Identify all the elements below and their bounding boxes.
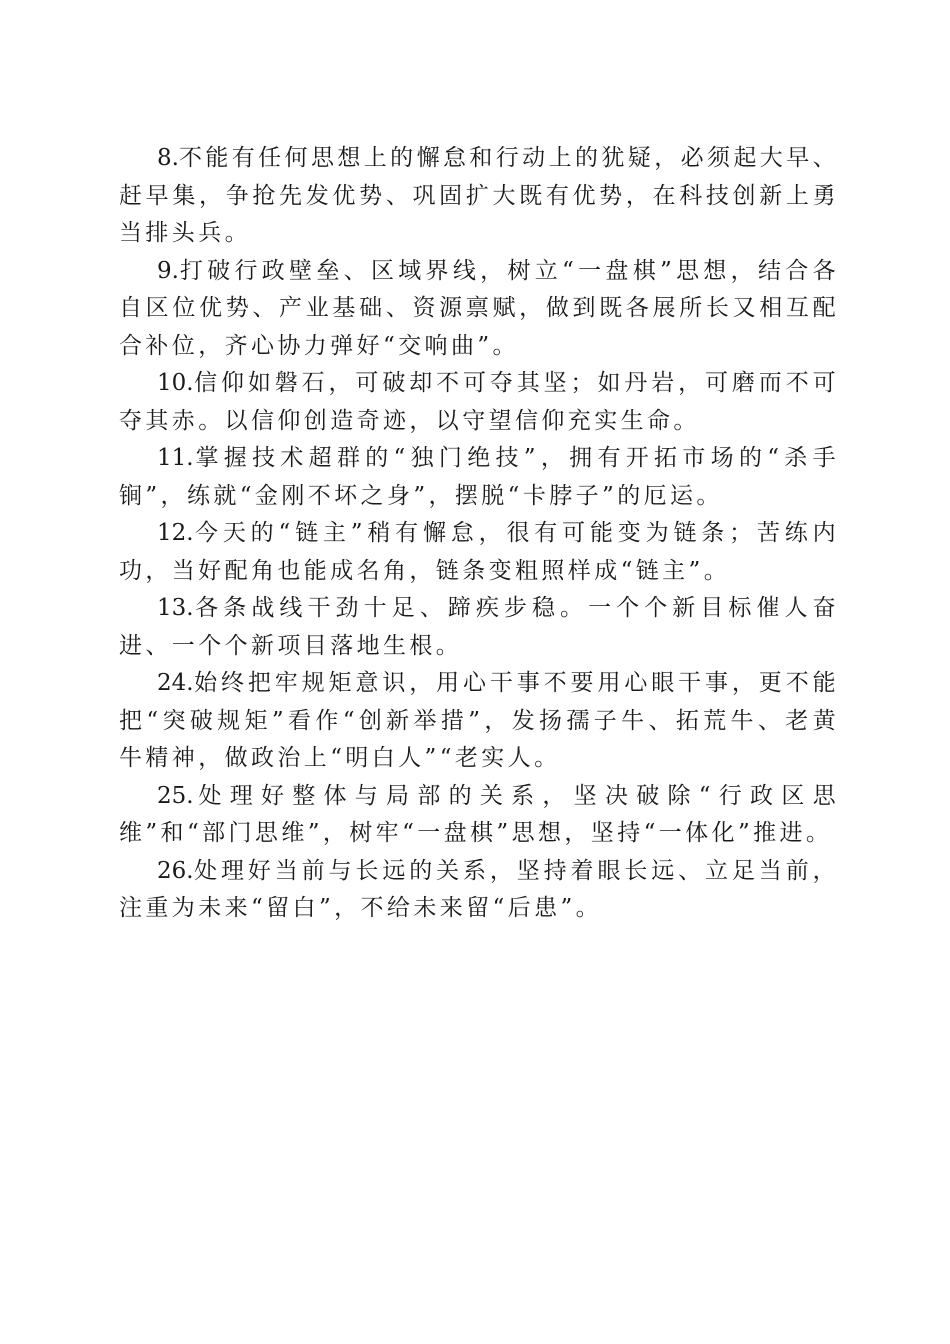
paragraph-11	[119, 440, 839, 515]
paragraph-8	[119, 140, 839, 253]
paragraph-text: 今天的“链主”稍有懈怠，很有可能变为链条；苦练内功，当好配角也能成名角，链条变粗照样成“链主”。	[119, 520, 839, 584]
paragraph-text: 掌握技术超群的“独门绝技”，拥有开拓市场的“杀手锏”，练就“金刚不坏之身”，摆脱“卡脖子”的厄运。	[119, 445, 839, 509]
paragraph-number: 12.	[157, 520, 194, 546]
paragraph-9	[119, 253, 839, 366]
paragraph-number: 24.	[157, 670, 194, 696]
paragraph-text: 各条战线干劲十足、蹄疾步稳。一个个新目标催人奋进、一个个新项目落地生根。	[119, 595, 839, 659]
paragraph-24	[119, 665, 839, 778]
paragraph-number: 26.	[157, 857, 194, 884]
paragraph-12	[119, 515, 839, 590]
paragraph-text: 不能有任何思想上的懈怠和行动上的犹疑，必须起大早、赶早集，争抢先发优势、巩固扩大既有优势，在科技创新上勇当排头兵。	[119, 145, 839, 246]
document-body	[119, 140, 839, 928]
paragraph-number: 10.	[157, 370, 194, 396]
paragraph-10	[119, 365, 839, 440]
paragraph-text: 打破行政壁垒、区域界线，树立“一盘棋”思想，结合各自区位优势、产业基础、资源禀赋，做到既各展所长又相互配合补位，齐心协力弹好“交响曲”。	[119, 257, 839, 359]
paragraph-text: 处理好当前与长远的关系，坚持着眼长远、立足当前，注重为未来“留白”，不给未来留“后患”。	[119, 857, 839, 921]
paragraph-text: 始终把牢规矩意识，用心干事不要用心眼干事，更不能把“突破规矩”看作“创新举措”，发扬孺子牛、拓荒牛、老黄牛精神，做政治上“明白人”“老实人。	[119, 670, 839, 771]
paragraph-26	[119, 853, 839, 928]
paragraph-text: 处理好整体与局部的关系，坚决破除“行政区思维”和“部门思维”，树牢“一盘棋”思想，坚持“一体化”推进。	[119, 782, 839, 846]
paragraph-text: 信仰如磐石，可破却不可夺其坚；如丹岩，可磨而不可夺其赤。以信仰创造奇迹，以守望信仰充实生命。	[119, 370, 839, 434]
paragraph-number: 25.	[157, 782, 194, 809]
paragraph-13	[119, 590, 839, 665]
paragraph-number: 9.	[157, 257, 179, 284]
paragraph-number: 13.	[157, 595, 194, 621]
paragraph-number: 8.	[157, 145, 179, 171]
paragraph-25	[119, 778, 839, 853]
paragraph-number: 11.	[157, 445, 194, 471]
